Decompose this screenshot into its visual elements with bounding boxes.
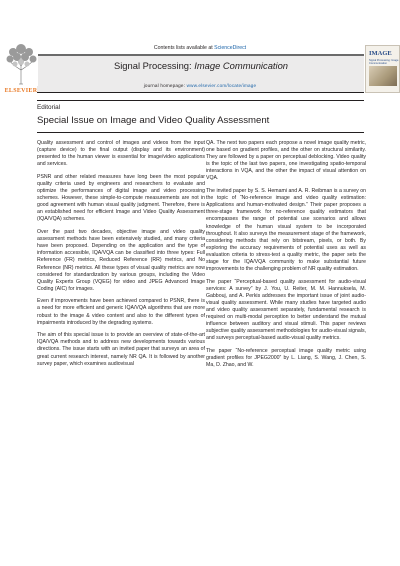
paragraph: The paper “No-reference perceptual image quality metric using gradient profiles for JPEG2000” by L. Liang, S. Wang, J. Chen, S. Ma, D. Zhao, and W.	[206, 348, 366, 369]
journal-name-main: Signal Processing:	[113, 60, 192, 71]
homepage-url[interactable]: www.elsevier.com/locate/image	[186, 83, 257, 88]
body-column-left	[37, 140, 205, 373]
journal-name-subtitle: Image Communication	[194, 60, 289, 71]
paragraph: The paper “Perceptual-based quality assessment for audio-visual services: A survey” by J. You, U. Reiter, M. M. Hannuksela, M. Gabbouj, and A. Perkis addresses the important issue of joint audio-visual quality assessment. While many studies have targeted audio and video quality assessment separately, fundamental research is required on multi-modal perception to better understand the mutual influence between auditory and visual stimuli. This paper reviews subjective quality assessment methodologies for audio-visual signals, and surveys perceptual-based audio-visual quality metrics.	[206, 278, 366, 342]
paragraph: Even if improvements have been achieved compared to PSNR, there is a need for more efficient and generic IQA/VQA algorithms that are more robust to the image & video content and also to the different types of impairments introduced by the degrading systems.	[37, 298, 205, 326]
title-divider	[37, 132, 364, 133]
journal-name	[91, 60, 311, 71]
cover-image	[369, 66, 397, 86]
cover-title: IMAGE	[369, 50, 392, 57]
journal-homepage	[90, 83, 310, 88]
paragraph: The invited paper by S. S. Hemami and A. R. Reibman is a survey on the topic of “No-reference image and video quality estimation: Applications and human-motivated design.” Their paper proposes a three-stage framework for no-reference quality estimators that encompasses the range of potential use scenarios and allows knowledge of the human visual system to be incorporated throughout. It also surveys the measurement stage of the framework, considering methods that rely on bitstream, pixels, or both. By exploring the accuracy requirements of potential uses as well as evaluation criteria to stress-test a quality metric, the paper sets the stage for the IQA/VQA community to make substantial future improvements to the challenging problem of NR quality estimation.	[206, 188, 366, 273]
homepage-prefix: journal homepage:	[143, 83, 186, 88]
paragraph: Quality assessment and control of images and videos from the input (capture device) to the final output (display and its environment) presented to the human viewer is essential for image/video applications and services.	[37, 140, 205, 168]
paragraph: QA. The next two papers each propose a novel image quality metric, one based on gradient profiles, and the other on structural similarity. They are followed by a paper on perceptual deblocking. Video quality is the topic of the last two papers, one investigating spatio-temporal interactions in VQA, and the other the impact of visual attention on VQA.	[206, 140, 366, 182]
section-divider	[37, 100, 364, 101]
paragraph: The aim of this special issue is to provide an overview of state-of-the-art IQA/VQA methods and to address new developments towards various directions. The issue starts with an invited paper that surveys an area of great current research interest, namely NR QA. It is followed by another survey paper, which examines audiovisual	[37, 332, 205, 367]
journal-cover-thumbnail[interactable]	[365, 45, 400, 93]
body-column-right	[206, 140, 366, 375]
paragraph: PSNR and other related measures have long been the most popular quality criteria used by engineers and researchers to evaluate and optimize the performances of digital image and video processing schemes. However, these simple-to-compute measurements are not in good agreement with human visual quality judgment. Therefore, there is an established need for efficient Image and Video Quality Assessment (IQA/VQA) schemes.	[37, 173, 205, 223]
publisher-name: ELSEVIER	[4, 88, 38, 94]
contents-line	[90, 45, 310, 51]
paragraph: Over the past two decades, objective image and video quality assessment methods have been extensively studied, and many criteria have been proposed. Depending on the application and the type of information accessible, IQA/VQA can be classified into three types: Full Reference (FR) metrics, Reduced Reference (RR) metrics, and No Reference (NR) metrics. All these types of visual quality metrics are now considered for standardization by various groups, including the Video Quality Experts Group (VQEG) for video and JPEG Advanced Image Coding (AIC) for images.	[37, 229, 205, 292]
cover-subtitle: Signal Processing: Image Communication	[369, 59, 399, 65]
sciencedirect-link[interactable]: ScienceDirect	[214, 45, 247, 51]
contents-prefix: Contents lists available at	[153, 45, 213, 51]
article-section: Editorial	[37, 104, 61, 111]
article-title: Special Issue on Image and Video Quality Assessment	[37, 115, 270, 126]
header-bottom-rule	[37, 92, 364, 93]
